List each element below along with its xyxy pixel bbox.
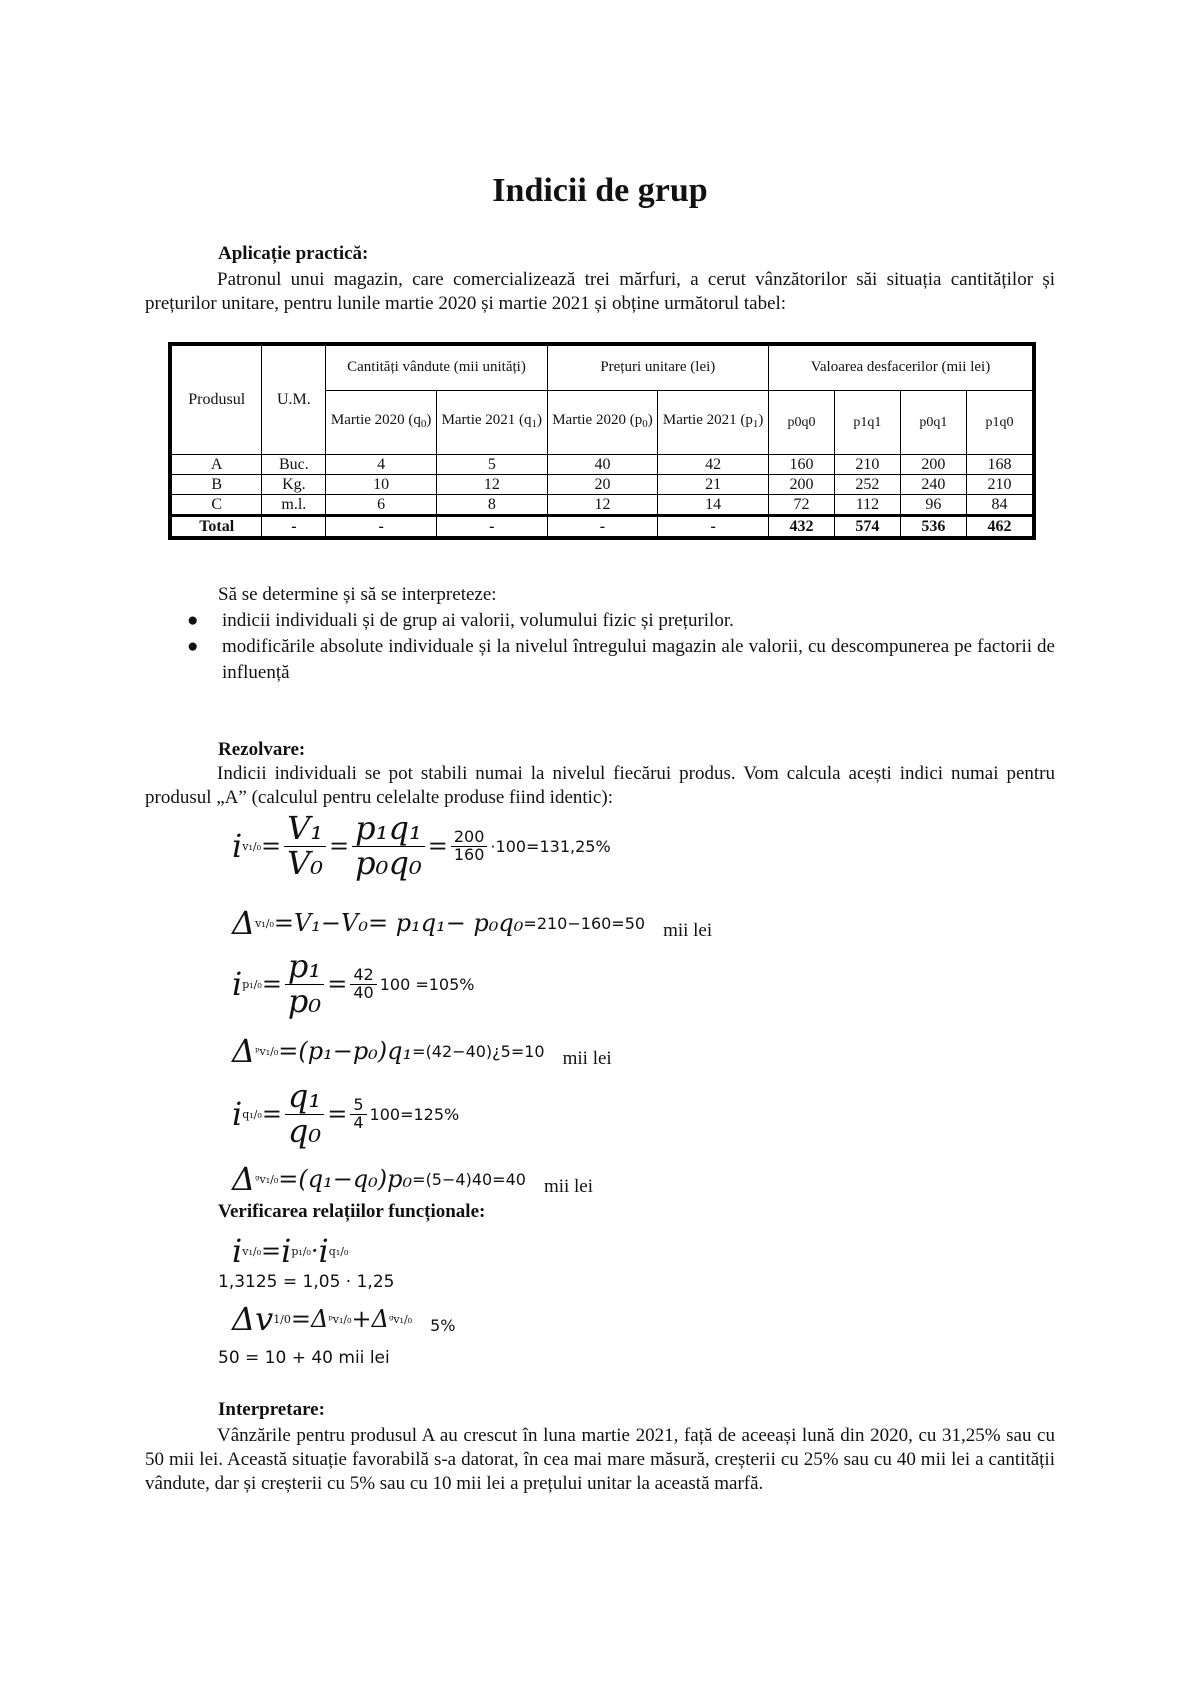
verification-line-2: 50 = 10 + 40 mii lei [218, 1348, 390, 1368]
data-table [168, 342, 1036, 540]
table-row: C m.l. 6 8 12 14 72 112 96 84 [170, 494, 1034, 515]
formula-price-delta: Δ ᵖv₁/₀ =(p₁−p₀)q₁ =(42−40)¿5=10 mii lei [232, 1032, 612, 1070]
solution-heading: Rezolvare: [218, 739, 306, 760]
header-values: Valoarea desfacerilor (mii lei) [768, 344, 1034, 390]
header-q1: Martie 2021 $(q_1)$ [436, 390, 547, 454]
list-item: ● modificările absolute individuale și la nivelul întregului magazin ale valorii, cu descompunerea pe factorii de influență [187, 636, 1055, 683]
formula-value-index: i v₁/₀ = $\frac{\text{V₁}}{\text{V₀}}$ = $\frac{\text{p₁q₁}}{\text{p₀q₀}}$ = $\frac{200}{160}$ ·100 =131,25% [232, 809, 611, 882]
interpretation-heading: Interpretare: [218, 1399, 325, 1420]
header-product: Produsul [170, 344, 262, 454]
formula-price-index: i p₁/₀ = $\frac{\text{p₁}}{\text{p₀}}$ = $\frac{42}{40}$ 100 =105% [232, 947, 475, 1020]
document-page: Indicii de grup Aplicație practică: Patronul unui magazin, care comercializează trei mărfuri, a cerut vânzătorilor săi situația cantităților și prețurilor unitare, pentru lunile martie 2020 și martie 2021 și obține următorul tabel: Produsul U.M. Cantități vândute (mii unități) Prețuri unitare (lei) Valoarea desfacerilor (mii lei) Martie 2020 $(q_0)$ Martie 2021 $(q_1)$ Martie 2020 $(p_0)$ Martie 2021 $(p_1)$ p0q0 p1q1 p0q1 p1q0 A Buc. 4 5 40 42 160 210 200 168 B Kg. 10 12 20 21 200 252 240 210 C m.l. 6 8 12 14 72 112 96 84 Total - - - - - 432 574 536 462 Să se determine și să se interpreteze: ● indicii individuali și de grup ai valorii, volumului fizic și prețurilor. ● modificările absolute individuale și la nivelul întregului magazin ale valorii, cu descompunerea pe factorii de influență Rezolvare: Indicii individuali se pot stabili numai la nivelul fiecărui produs. Vom calcula acești indici numai pentru produsul „A” (calculul pentru celelalte produse fiind identic): i v₁/₀ = $\frac{\text{V₁}}{\text{V₀}}$ = $\frac{\text{p₁q₁}}{\text{p₀q₀}}$ = $\frac{200}{160}$ ·100 =131,25% Δ v₁/₀ =V₁−V₀= p₁q₁− p₀q₀ =210−160=50 mii lei i p₁/₀ = $\frac{\text{p₁}}{\text{p₀}}$ = $\frac{42}{40}$ 100 =105% Δ ᵖv₁/₀ =(p₁−p₀)q₁ =(42−40)¿5=10 mii lei i q₁/₀ = $\frac{\text{q₁}}{\text{q₀}}$ = $\frac{5}{4}$ 100=125% Δ ᵍv₁/₀ =(q₁−q₀)p₀ =(5−4)40=40 mii lei Verificarea relațiilor funcționale: i v₁/₀ = i p₁/₀ · i q₁/₀ 1,3125 = 1,05 · 1,25 Δv 1/0 =Δ ᵖv₁/₀ +Δ ᵍv₁/₀ 5% 50 = 10 + 40 mii lei Interpretare: Vânzările pentru produsul A au crescut în luna martie 2021, față de aceeași lună din 2020, cu 31,25% sau cu 50 mii lei. Această situație favorabilă s-a datorat, în cea mai mare măsură, creșterii cu 25% sau cu 40 mii lei a cantității vândute, dar și creșterii cu 5% sau cu 10 mii lei a prețului unitar la această marfă. [0, 0, 1200, 1698]
formula-qty-delta: Δ ᵍv₁/₀ =(q₁−q₀)p₀ =(5−4)40=40 mii lei [232, 1160, 594, 1198]
header-p1q0: p1q0 [966, 390, 1034, 454]
header-prices: Prețuri unitare (lei) [547, 344, 768, 390]
header-q0: Martie 2020 $(q_0)$ [326, 390, 437, 454]
list-item: ● indicii individuali și de grup ai valorii, volumului fizic și prețurilor. [175, 608, 1055, 634]
header-p0q1: p0q1 [900, 390, 966, 454]
table-total-row: Total - - - - - 432 574 536 462 [170, 515, 1034, 538]
bullet-icon: ● [187, 610, 199, 631]
task-bullets [175, 608, 1055, 686]
verification-heading: Verificarea relațiilor funcționale: [218, 1201, 486, 1222]
solution-text: Indicii individuali se pot stabili numai la nivelul fiecărui produs. Vom calcula acești indici numai pentru produsul „A” (calculul pentru celelalte produse fiind identic): [145, 763, 1055, 808]
header-p1q1: p1q1 [834, 390, 900, 454]
header-p0q0: p0q0 [768, 390, 834, 454]
formula-qty-index: i q₁/₀ = $\frac{\text{q₁}}{\text{q₀}}$ = $\frac{5}{4}$ 100=125% [232, 1077, 460, 1150]
table-row: B Kg. 10 12 20 21 200 252 240 210 [170, 474, 1034, 494]
header-p0: Martie 2020 $(p_0)$ [547, 390, 658, 454]
header-um: U.M. [262, 344, 326, 454]
header-quantities: Cantități vândute (mii unități) [326, 344, 547, 390]
interpretation-text: Vânzările pentru produsul A au crescut în luna martie 2021, față de aceeași lună din 2020, cu 31,25% sau cu 50 mii lei. Această situație favorabilă s-a datorat, în cea mai mare măsură, creșterii cu 25% sau cu 40 mii lei a cantității vândute, dar și creșterii cu 5% sau cu 10 mii lei a prețului unitar la această marfă. [145, 1425, 1055, 1494]
task-intro: Să se determine și să se interpreteze: [218, 584, 497, 605]
application-text: Patronul unui magazin, care comercializează trei mărfuri, a cerut vânzătorilor săi situația cantităților și prețurilor unitare, pentru lunile martie 2020 și martie 2021 și obține următorul tabel: [145, 269, 1055, 314]
verification-line-1: 1,3125 = 1,05 · 1,25 [218, 1272, 395, 1292]
header-p1: Martie 2021 $(p_1)$ [658, 390, 769, 454]
table-row: A Buc. 4 5 40 42 160 210 200 168 [170, 454, 1034, 474]
formula-value-delta: Δ v₁/₀ =V₁−V₀= p₁q₁− p₀q₀ =210−160=50 mii lei [232, 904, 713, 942]
page-title: Indicii de grup [492, 172, 708, 209]
bullet-icon: ● [187, 636, 199, 657]
application-heading: Aplicație practică: [218, 243, 369, 264]
